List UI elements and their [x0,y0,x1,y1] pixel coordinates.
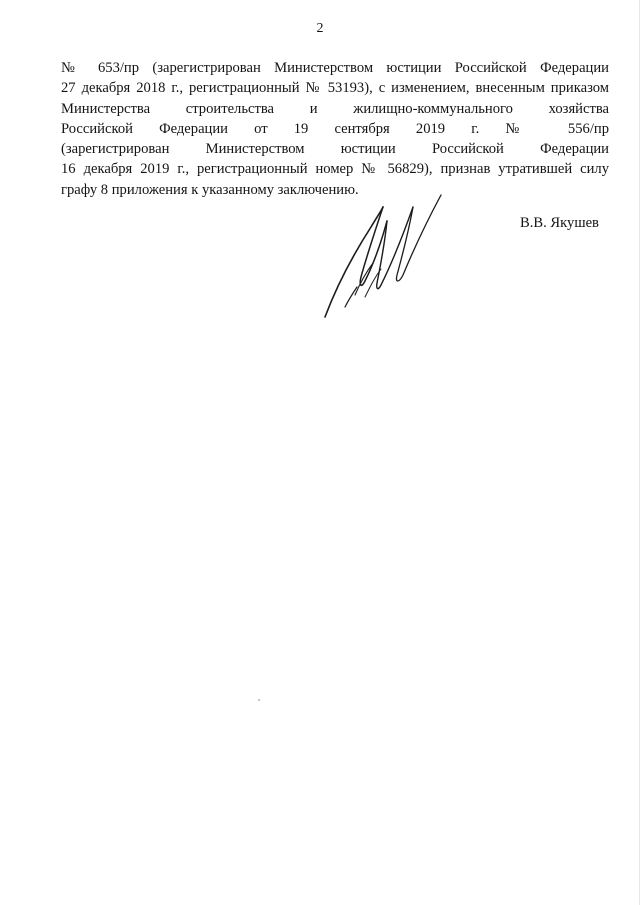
scan-speck [258,699,260,701]
body-paragraph [61,58,609,200]
paragraph-line: 16 декабря 2019 г., регистрационный номер № 56829), признав утратившей силу [61,161,609,178]
signer-name: В.В. Якушев [520,215,599,231]
paragraph-line: № 653/пр (зарегистрирован Министерством юстиции Российской Федерации [61,60,609,76]
paragraph-line: Министерства строительства и жилищно-коммунального хозяйства [61,100,609,117]
page-number: 2 [316,21,324,36]
paragraph-line: графу 8 приложения к указанному заключению. [61,181,359,198]
paragraph-line: (зарегистрирован Министерством юстиции Российской Федерации [61,141,609,158]
paragraph-line: Российской Федерации от 19 сентября 2019 г. № 556/пр [61,120,609,137]
handwritten-signature [315,185,455,325]
paragraph-line: 27 декабря 2018 г., регистрационный № 53193), с изменением, внесенным приказом [61,80,609,97]
